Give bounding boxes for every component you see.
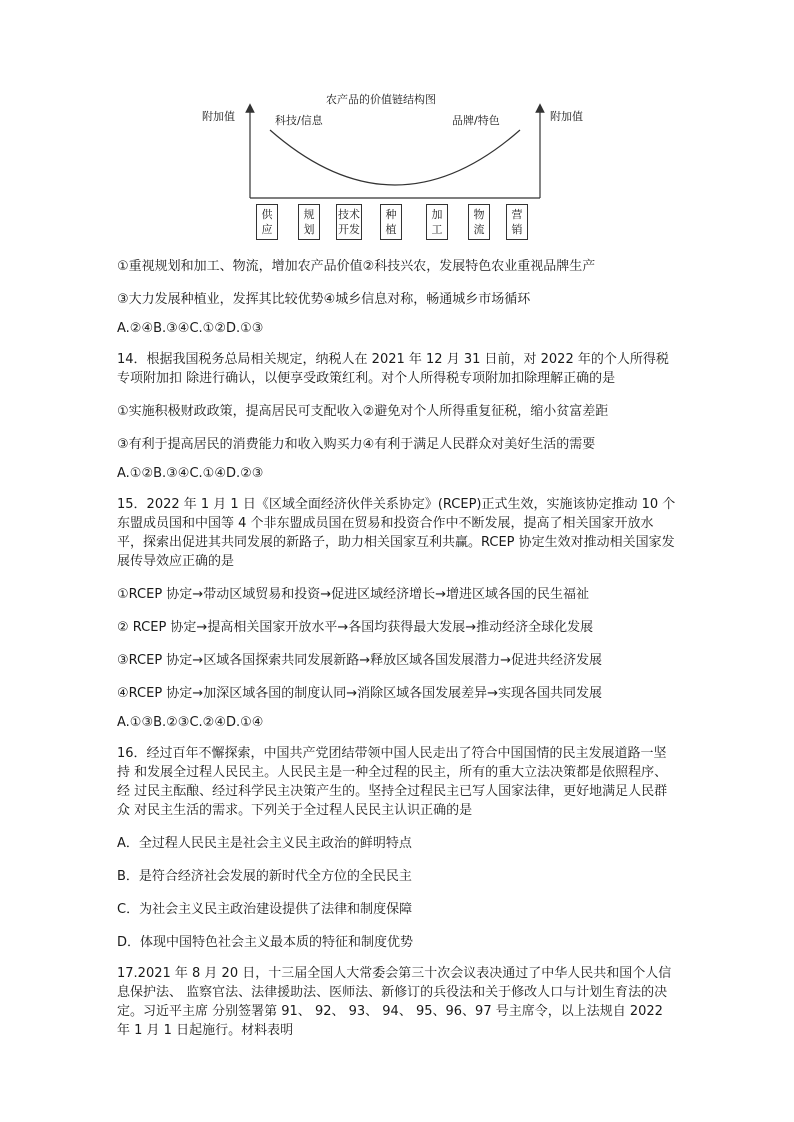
curve-label-right: 品牌/特色 xyxy=(452,114,500,127)
question-17: 17.2021 年 8 月 20 日，十三届全国人大常委会第三十次会议表决通过了中华人民共和国个人信息保护法、 监察官法、法律援助法、医师法、新修订的兵役法和关于修改人口与计划生育法的决定。习近平主席 分别签署第 91、 92、 93、 94、 95、96、97 号主席令，以上法规自 2022 年 1 月 1 日起施行。材料表明 xyxy=(117,966,672,1038)
question-text xyxy=(117,255,677,1040)
stage-box: 物流 xyxy=(468,204,490,240)
value-curve xyxy=(270,130,520,185)
option-line: ①RCEP 协定→带动区域贸易和投资→促进区域经济增长→增进区域各国的民生福祉 xyxy=(117,587,589,602)
stage-box: 加工 xyxy=(426,204,448,240)
question-15: 15．2022 年 1 月 1 日《区域全面经济伙伴关系协定》(RCEP)正式生效，实施该协定推动 10 个东盟成员国和中国等 4 个非东盟成员国在贸易和投资合作中不断发展，提高了相关国家开放水平，探索出促进其共同发展的新路子，助力相关国家互利共赢。RCEP 协定生效对推动相关国家发展传导效应正确的是 xyxy=(117,497,676,569)
option-line: ①实施积极财政政策，提高居民可支配收入②避免对个人所得重复征税，缩小贫富差距 xyxy=(117,404,609,419)
answer-choices: A.②④B.③④C.①②D.①③ xyxy=(117,321,264,336)
answer-choices: A.①③B.②③C.②④D.①④ xyxy=(117,715,264,730)
option-a: A．全过程人民民主是社会主义民主政治的鲜明特点 xyxy=(117,836,412,851)
question-14: 14．根据我国税务总局相关规定，纳税人在 2021 年 12 月 31 日前，对 2022 年的个人所得税专项附加扣 除进行确认，以便享受政策红利。对个人所得税专项附加扣除理解正确的是 xyxy=(117,352,669,386)
value-chain-diagram xyxy=(0,0,794,250)
stage-box: 规划 xyxy=(298,204,320,240)
question-16: 16．经过百年不懈探索，中国共产党团结带领中国人民走出了符合中国国情的民主发展道路一坚持 和发展全过程人民民主。人民民主是一种全过程的民主，所有的重大立法决策都是依照程序、经 过民主酝酿、经过科学民主决策产生的。坚持全过程民主已写人国家法律，更好地满足人民群众 对民主生活的需求。下列关于全过程人民民主认识正确的是 xyxy=(117,746,668,818)
diagram-title: 农产品的价值链结构图 xyxy=(326,93,436,106)
stage-row xyxy=(256,204,546,244)
option-line: ② RCEP 协定→提高相关国家开放水平→各国均获得最大发展→推动经济全球化发展 xyxy=(117,620,594,635)
option-line: ③大力发展种植业，发挥其比较优势④城乡信息对称，畅通城乡市场循环 xyxy=(117,292,531,307)
stage-box: 营销 xyxy=(506,204,528,240)
stage-box: 种植 xyxy=(380,204,402,240)
stage-box: 供应 xyxy=(256,204,278,240)
stage-box: 技术开发 xyxy=(336,204,362,240)
option-line: ①重视规划和加工、物流，增加农产品价值②科技兴农，发展特色农业重视品牌生产 xyxy=(117,259,596,274)
option-line: ④RCEP 协定→加深区域各国的制度认同→消除区域各国发展差异→实现各国共同发展 xyxy=(117,686,602,701)
option-c: C．为社会主义民主政治建设提供了法律和制度保障 xyxy=(117,902,413,917)
option-line: ③RCEP 协定→区域各国探索共同发展新路→释放区域各国发展潜力→促进共经济发展 xyxy=(117,653,602,668)
option-b: B．是符合经济社会发展的新时代全方位的全民民主 xyxy=(117,869,412,884)
right-axis-label: 附加值 xyxy=(550,110,583,123)
left-axis-label: 附加值 xyxy=(202,110,235,123)
answer-choices: A.①②B.③④C.①④D.②③ xyxy=(117,466,264,481)
curve-label-left: 科技/信息 xyxy=(275,114,323,127)
option-d: D．体现中国特色社会主义最本质的特征和制度优势 xyxy=(117,935,414,950)
option-line: ③有利于提高居民的消费能力和收入购买力④有利于满足人民群众对美好生活的需要 xyxy=(117,437,596,452)
